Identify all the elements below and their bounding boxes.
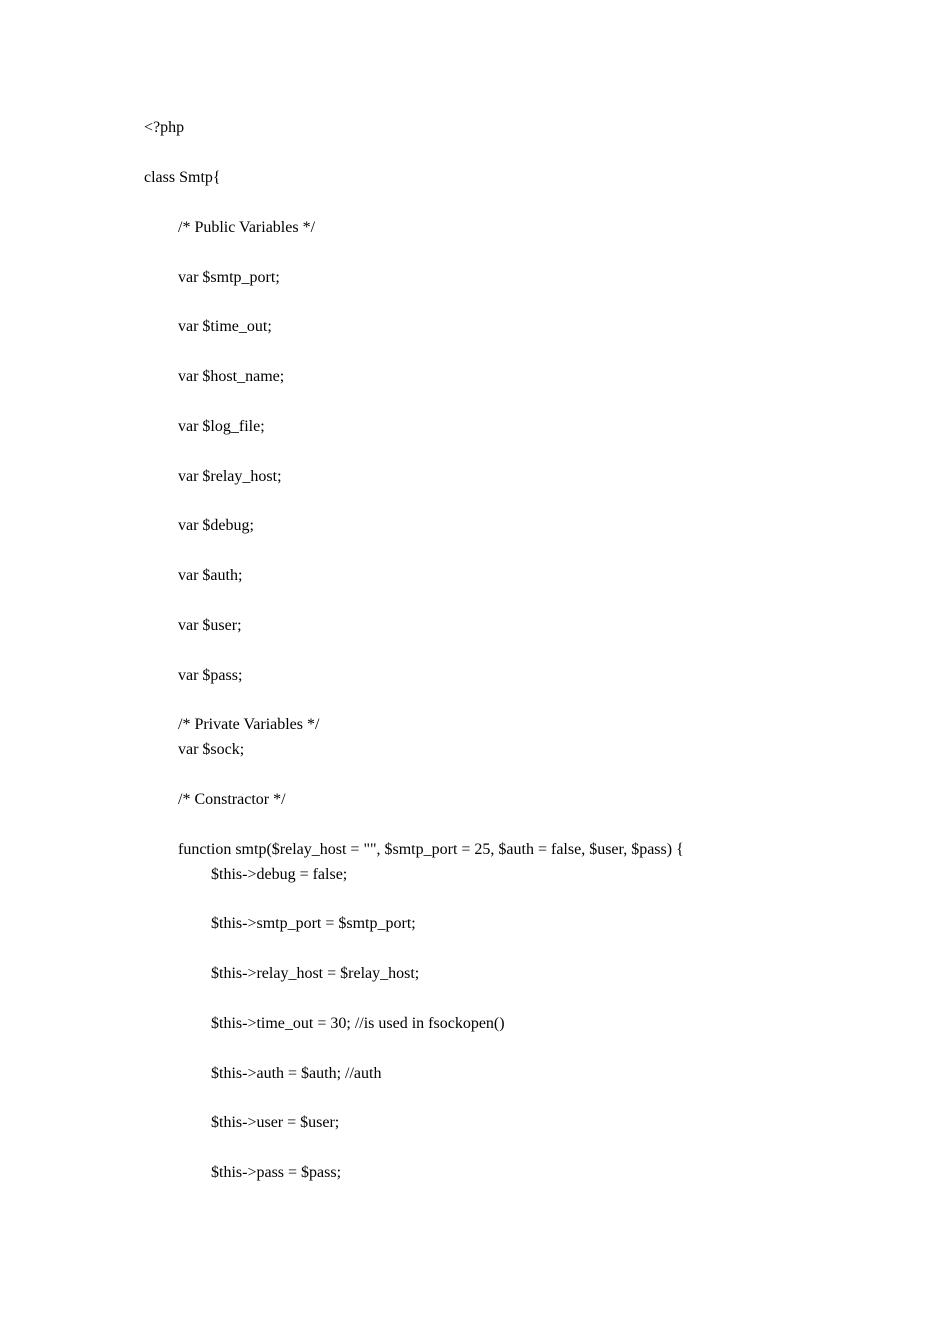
code-line: /* Constractor */ [178, 791, 286, 808]
code-line: var $sock; [178, 741, 245, 758]
code-line: $this->user = $user; [211, 1114, 340, 1131]
code-line: <?php [144, 119, 185, 136]
code-line: var $host_name; [178, 368, 285, 385]
code-line: var $time_out; [178, 318, 272, 335]
code-line: $this->auth = $auth; //auth [211, 1065, 382, 1082]
code-line: var $debug; [178, 517, 254, 534]
code-line: var $relay_host; [178, 468, 282, 485]
code-line: var $log_file; [178, 418, 265, 435]
code-line: $this->debug = false; [211, 866, 348, 883]
code-line: $this->relay_host = $relay_host; [211, 965, 420, 982]
code-line: /* Private Variables */ [178, 716, 320, 733]
code-line: function smtp($relay_host = "", $smtp_port = 25, $auth = false, $user, $pass) { [178, 841, 684, 858]
code-line: var $pass; [178, 667, 243, 684]
code-line: class Smtp{ [144, 169, 221, 186]
code-line: var $user; [178, 617, 242, 634]
code-line: $this->time_out = 30; //is used in fsockopen() [211, 1015, 505, 1032]
code-line: var $smtp_port; [178, 269, 280, 286]
code-line: var $auth; [178, 567, 243, 584]
code-line: $this->pass = $pass; [211, 1164, 342, 1181]
code-line: /* Public Variables */ [178, 219, 316, 236]
code-line: $this->smtp_port = $smtp_port; [211, 915, 416, 932]
